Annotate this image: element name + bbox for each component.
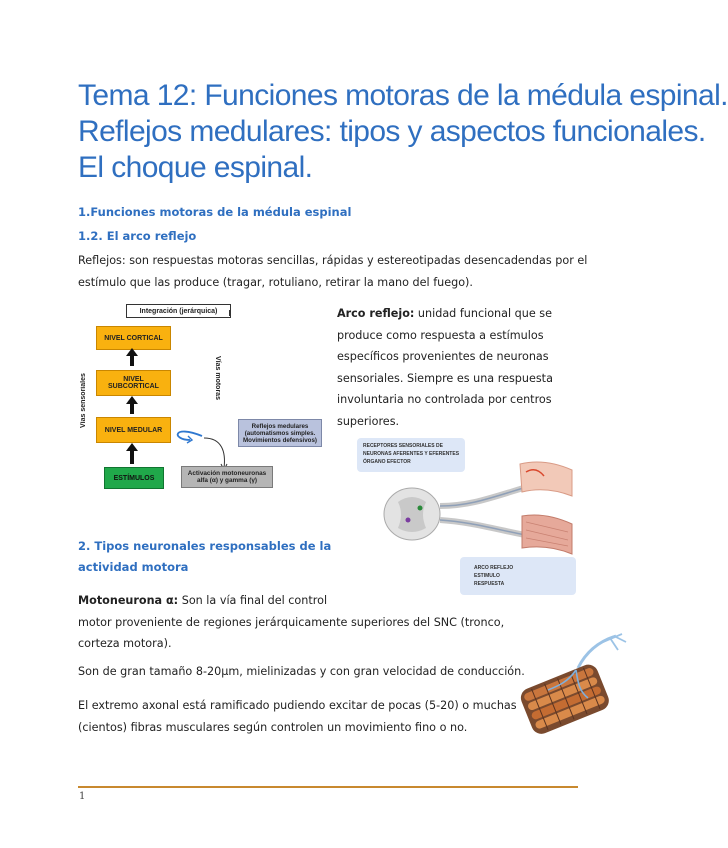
motoneurona-line-1: Son la vía final del control: [178, 594, 328, 607]
arrow-up-icon: [126, 396, 138, 404]
arrow-up-icon: [126, 348, 138, 356]
arrow-up-icon: [126, 443, 138, 451]
nivel-subcortical-box: NIVEL SUBCORTICAL: [96, 370, 171, 396]
footer-rule: [78, 786, 578, 788]
spinal-top-label-3: ÓRGANO EFECTOR: [363, 459, 411, 465]
section1-heading: 1.Funciones motoras de la médula espinal: [78, 205, 352, 219]
reflejos-paragraph: [78, 250, 598, 293]
activacion-box: Activación motoneuronas alfa (α) y gamma (γ): [181, 466, 273, 488]
hierarchy-diagram: [76, 300, 332, 496]
spinal-bottom-label-2: ESTIMULO: [474, 573, 500, 579]
muscle-fiber-illustration: [518, 628, 628, 740]
vias-motoras-label: Vías motoras: [214, 356, 221, 400]
extremo-paragraph: [78, 695, 518, 738]
motoneurona-line-3: corteza motora).: [78, 637, 172, 650]
arco-line-3: específicos provenientes de neuronas: [337, 350, 549, 363]
page-title: [78, 78, 728, 186]
arco-line-4: sensoriales. Siempre es una respuesta: [337, 371, 553, 385]
integracion-label: Integración (jerárquica): [126, 304, 231, 318]
arco-reflejo-paragraph: [337, 303, 577, 432]
spinal-bottom-label-3: RESPUESTA: [474, 581, 505, 587]
vias-sensoriales-label: Vías sensoriales: [80, 373, 87, 428]
spinal-top-label-1: RECEPTORES SENSORIALES DE: [363, 443, 443, 449]
section2-heading-line-2: actividad motora: [78, 560, 189, 574]
reflejos-medulares-box: Reflejos medulares (automatismos simples. Movimientos defensivos): [238, 419, 322, 447]
section2-heading: [78, 536, 331, 578]
title-line-2: Reflejos medulares: tipos y aspectos funcionales.: [78, 115, 706, 148]
spinal-reflex-illustration: [340, 436, 580, 601]
nivel-cortical-box: NIVEL CORTICAL: [96, 326, 171, 350]
extremo-line-2: (cientos) fibras musculares según controlen un movimiento fino o no.: [78, 720, 468, 734]
motoneurona-line-2: motor proveniente de regiones jerárquicamente superiores del SNC (tronco,: [78, 615, 505, 629]
motoneurona-label: Motoneurona α:: [78, 594, 179, 607]
page-number: 1: [79, 791, 86, 802]
nivel-medular-box: NIVEL MEDULAR: [96, 417, 171, 443]
arco-line-1: unidad funcional que se: [414, 307, 553, 320]
section2-heading-line-1: 2. Tipos neuronales responsables de la: [78, 539, 332, 553]
spinal-bottom-label-1: ARCO REFLEJO: [474, 565, 514, 571]
arco-reflejo-label: Arco reflejo:: [337, 307, 415, 320]
title-line-3: El choque espinal.: [78, 151, 313, 184]
section1-2-heading: 1.2. El arco reflejo: [78, 229, 197, 243]
tamano-paragraph: Son de gran tamaño 8-20μm, mielinizadas y con gran velocidad de conducción.: [78, 665, 525, 678]
reflejos-line-2: estímulo que las produce (tragar, rotuliano, retirar la mano del fuego).: [78, 275, 473, 289]
arco-line-5: involuntaria no controlada por centros: [337, 393, 552, 406]
estimulos-box: ESTÍMULOS: [104, 467, 164, 489]
spinal-top-label-2: NEURONAS AFERENTES Y EFERENTES: [363, 451, 460, 457]
arco-line-2: produce como respuesta a estímulos: [337, 328, 544, 342]
arco-line-6: superiores.: [337, 414, 400, 428]
extremo-line-1: El extremo axonal está ramificado pudiendo excitar de pocas (5-20) o muchas: [78, 699, 517, 712]
title-line-1: Tema 12: Funciones motoras de la médula espinal.: [78, 79, 728, 112]
motoneurona-paragraph: [78, 590, 518, 655]
reflejos-line-1: Reflejos: son respuestas motoras sencillas, rápidas y estereotipadas desencadendas por el: [78, 254, 588, 267]
